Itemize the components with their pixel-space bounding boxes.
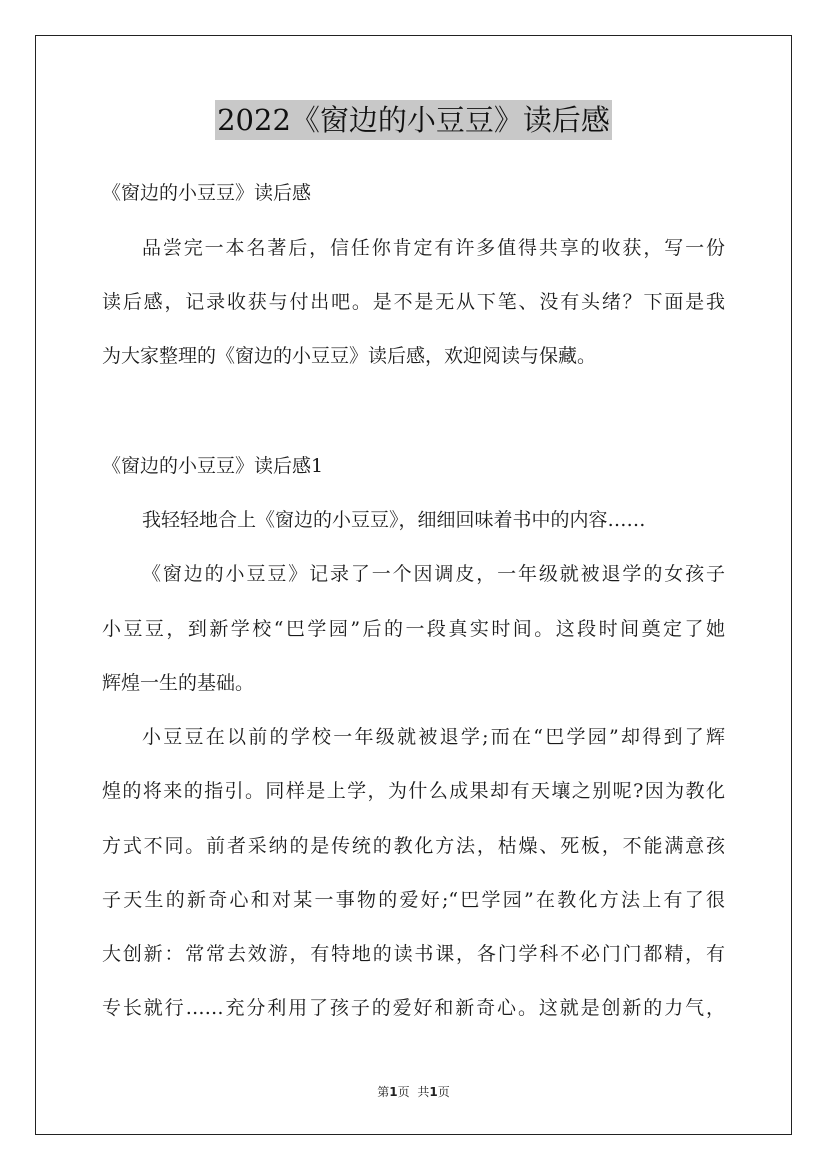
paragraph-line: 小豆豆在以前的学校一年级就被退学;而在“巴学园”却得到了辉 [142, 726, 725, 748]
footer-page-number: 1 [389, 1085, 398, 1099]
footer-page-suffix: 页 [397, 1085, 410, 1099]
intro-line-3: 为大家整理的《窗边的小豆豆》读后感，欢迎阅读与保藏。 [102, 345, 597, 367]
paragraph-line: 小豆豆，到新学校“巴学园”后的一段真实时间。这段时间奠定了她 [102, 618, 725, 640]
section-heading: 《窗边的小豆豆》读后感1 [102, 455, 324, 477]
page-footer [0, 1083, 827, 1100]
paragraph-line: 子天生的新奇心和对某一事物的爱好;“巴学园”在教化方法上有了很 [102, 889, 725, 911]
footer-page-prefix: 第 [377, 1085, 390, 1099]
title-container [0, 100, 827, 140]
paragraph-line: 方式不同。前者采纳的是传统的教化方法，枯燥、死板，不能满意孩 [102, 835, 725, 857]
footer-total-prefix: 共 [417, 1085, 430, 1099]
paragraph-line: 《窗边的小豆豆》记录了一个因调皮，一年级就被退学的女孩子 [142, 563, 725, 585]
paragraph-line: 煌的将来的指引。同样是上学，为什么成果却有天壤之别呢?因为教化 [102, 780, 725, 802]
intro-line-2: 读后感，记录收获与付出吧。是不是无从下笔、没有头绪？下面是我 [102, 291, 725, 313]
footer-total-suffix: 页 [437, 1085, 450, 1099]
paragraph-line: 辉煌一生的基础。 [102, 672, 255, 694]
paragraph-line: 我轻轻地合上《窗边的小豆豆》，细细回味着书中的内容…… [142, 509, 646, 531]
paragraph-line: 大创新：常常去效游，有特地的读书课，各门学科不必门门都精，有 [102, 943, 725, 965]
subtitle-line: 《窗边的小豆豆》读后感 [102, 182, 312, 204]
document-title: 2022《窗边的小豆豆》读后感 [215, 100, 612, 140]
paragraph-line: 专长就行……充分利用了孩子的爱好和新奇心。这就是创新的力气， [102, 997, 725, 1019]
intro-line-1: 品尝完一本名著后，信任你肯定有许多值得共享的收获，写一份 [142, 237, 725, 259]
footer-total-pages: 1 [429, 1085, 438, 1099]
